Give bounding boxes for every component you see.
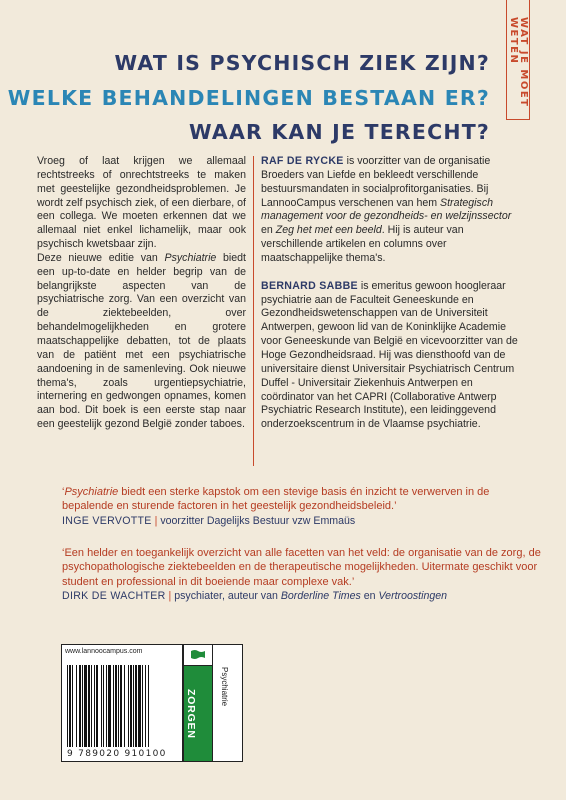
quote-1-attribution: INGE VERVOTTE | voorzitter Dagelijks Bestuur vzw Emmaüs [62,514,356,527]
quote-1 [62,485,542,528]
headline-3: WAAR KAN JE TERECHT? [188,120,490,144]
barcode [66,665,178,747]
headline-2: WELKE BEHANDELINGEN BESTAAN ER? [7,86,490,110]
body-left-column [37,155,246,432]
headline-1: WAT IS PSYCHISCH ZIEK ZIJN? [114,51,490,75]
quote-1-name: INGE VERVOTTE [62,514,152,527]
book-title: Psychiatrie [164,251,217,264]
body-right-column [261,155,525,432]
flag-box [184,645,212,666]
quote-2-attribution: DIRK DE WACHTER | psychiater, auteur van Borderline Times en Vertroostingen [62,590,448,603]
quote-1-text: ‘Psychiatrie biedt een sterke kapstok om een stevige basis én inzicht te verwerven in de bepalende en sturende factoren in het geestelijk gezondheidsbeleid.’ [62,486,490,513]
quote-2 [62,546,542,604]
quote-2-name: DIRK DE WACHTER [62,590,166,603]
series-label: WAT JE MOET WETEN [508,17,529,108]
publisher-website: www.lannoocampus.com [65,648,143,655]
body-paragraph-1: Vroeg of laat krijgen we allemaal rechtstreeks of onrechtstreeks te maken met geestelijke gezondheidsproblemen. Je wordt zelf psychisch ziek, of een dierbare, of een collega. We moeten erkennen dat we allemaal niet enkel lichamelijk, maar ook psychisch kwetsbaar zijn. [37,155,246,251]
subject-label: Psychiatrie [220,667,229,707]
column-divider [253,156,254,466]
quote-2-text: ‘Een helder en toegankelijk overzicht van alle facetten van het veld: de organisatie van de zorg, de psychopathologische ziektebeelden en de therapeutische mogelijkheden. Uitermate geschikt voor student en professional in dit boeiende maar complexe vak.’ [62,547,541,588]
author-bio-1: RAF DE RYCKE is voorzitter van de organisatie Broeders van Liefde en bekleedt verschillende bestuursmandaten in socialprofitorganisaties. Bij LannooCampus verschenen van hem Strategisch management voor de gezondheids- en welzijnssector en Zeg het met een beeld. Hij is auteur van verschillende artikelen en columns over maatschappelijke thema's. [261,155,512,264]
flag-icon [190,649,206,660]
author-name-2: BERNARD SABBE [261,279,358,292]
subject-panel [213,644,243,762]
category-panel [183,644,213,762]
category-label: ZORGEN [185,689,197,739]
author-name-1: RAF DE RYCKE [261,155,344,167]
isbn-number: 9 789020 910100 [67,749,167,759]
barcode-panel [61,644,183,762]
author-bio-2: BERNARD SABBE is emeritus gewoon hoogleraar psychiatrie aan de Faculteit Geneeskunde en Gezondheidswetenschappen van de Universiteit Antwerpen, gewoon lid van de Koninklijke Academie voor Geneeskunde van België en vicevoorzitter van de Hoge Gezondheidsraad. Hij was diensthoofd van de universitaire dienst Universitair Psychiatrisch Centrum Duffel - Universitair Ziekenhuis Antwerpen en coördinator van het CAPRI (Collaborative Antwerp Psychiatric Research Institute), een leidinggevend onderzoekscentrum in de Vlaamse psychiatrie. [261,279,518,431]
body-paragraph-2: Deze nieuwe editie van Psychiatrie biedt een up-to-date en helder begrip van de belangrijkste aspecten van de psychiatrische zorg. Van een overzicht van de ziektebeelden, over behandelmogelijkheden en grotere maatschappelijke debatten, tot de plaats van de patiënt met een psychiatrische aandoening in de samenleving. Ook nieuwe thema's, zoals urgentiepsychiatrie, internering en gedwongen opnames, komen aan bod. Dit boek is een eerste stap naar een geestelijk gezond België zonder taboes. [37,251,246,431]
